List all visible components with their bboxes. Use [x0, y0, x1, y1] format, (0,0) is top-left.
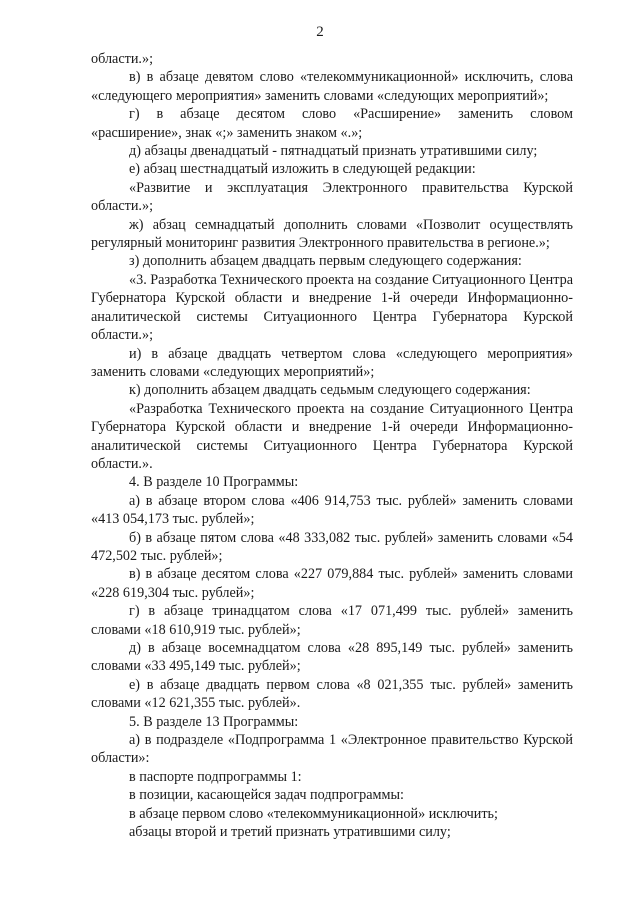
paragraph: д) в абзаце восемнадцатом слова «28 895,149 тыс. рублей» заменить словами «33 495,149 тыс. рублей»; [91, 640, 573, 675]
paragraph: а) в абзаце втором слова «406 914,753 тыс. рублей» заменить словами «413 054,173 тыс. рублей»; [91, 492, 573, 528]
paragraph: абзацы второй и третий признать утратившими силу; [129, 824, 451, 841]
paragraph: «Разработка Технического проекта на создание Ситуационного Центра Губернатора Курской области и внедрение 1-й очереди Информационно-аналитической системы Ситуационного Центра Губернатора Курской области.». [91, 400, 573, 472]
paragraph: «Развитие и эксплуатация Электронного правительства Курской области.»; [91, 179, 573, 215]
paragraph: е) в абзаце двадцать первом слова «8 021,355 тыс. рублей» заменить словами «12 621,355 тыс. рублей». [91, 676, 573, 712]
paragraph: а) в подразделе «Подпрограмма 1 «Электронное правительство Курской области»: [91, 732, 573, 767]
paragraph: ж) абзац семнадцатый дополнить словами «Позволит осуществлять регулярный мониторинг развития Электронного правительства в регионе.»; [91, 216, 573, 252]
paragraph: в позиции, касающейся задач подпрограммы: [129, 787, 404, 804]
paragraph: и) в абзаце двадцать четвертом слова «следующего мероприятия» заменить словами «следующих мероприятий»; [91, 345, 573, 380]
document-body [91, 50, 573, 841]
page-number: 2 [316, 24, 324, 40]
paragraph: в абзаце первом слово «телекоммуникационной» исключить; [129, 805, 498, 822]
paragraph: з) дополнить абзацем двадцать первым следующего содержания: [129, 253, 522, 270]
paragraph: в) в абзаце десятом слова «227 079,884 тыс. рублей» заменить словами «228 619,304 тыс. рублей»; [91, 566, 573, 601]
paragraph: в) в абзаце девятом слово «телекоммуникационной» исключить, слова «следующего мероприятия» заменить словами «следующих мероприятий»; [91, 69, 573, 104]
paragraph: «3. Разработка Технического проекта на создание Ситуационного Центра Губернатора Курской области и внедрение 1-й очереди Информационно-аналитической системы Ситуационного Центра Губернатора Курской области.»; [91, 271, 574, 344]
paragraph: в паспорте подпрограммы 1: [129, 768, 302, 785]
paragraph: д) абзацы двенадцатый - пятнадцатый признать утратившими силу; [129, 143, 538, 160]
paragraph: г) в абзаце десятом слово «Расширение» заменить словом «расширение», знак «;» заменить знаком «.»; [91, 106, 573, 141]
paragraph: области.»; [91, 51, 154, 67]
paragraph: г) в абзаце тринадцатом слова «17 071,499 тыс. рублей» заменить словами «18 610,919 тыс. рублей»; [91, 603, 573, 638]
paragraph: б) в абзаце пятом слова «48 333,082 тыс. рублей» заменить словами «54 472,502 тыс. рублей»; [91, 529, 573, 564]
paragraph: 5. В разделе 13 Программы: [129, 713, 299, 730]
paragraph: 4. В разделе 10 Программы: [129, 474, 299, 491]
paragraph: е) абзац шестнадцатый изложить в следующей редакции: [129, 161, 476, 178]
paragraph: к) дополнить абзацем двадцать седьмым следующего содержания: [129, 382, 531, 399]
